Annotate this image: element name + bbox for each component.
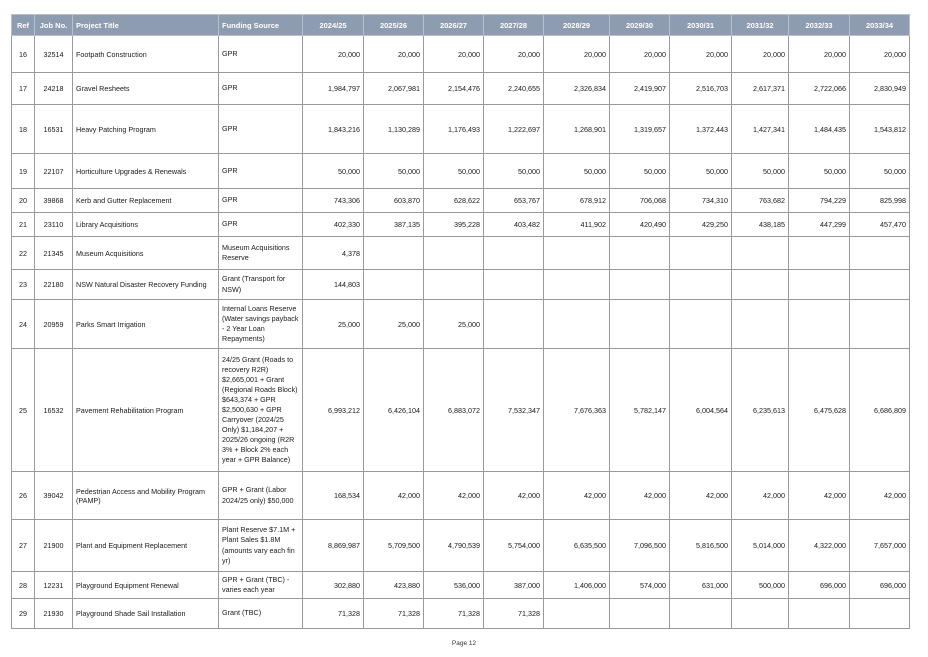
- ref-cell: 23: [12, 270, 35, 300]
- year-value-cell: 5,782,147: [610, 349, 670, 472]
- ref-cell: 16: [12, 36, 35, 73]
- year-value-cell: 20,000: [670, 36, 732, 73]
- year-value-cell: 6,235,613: [732, 349, 789, 472]
- table-row: [12, 154, 910, 189]
- project-title-cell: Heavy Patching Program: [73, 105, 219, 154]
- job-number-cell: 12231: [35, 572, 73, 599]
- year-value-cell: 50,000: [850, 154, 910, 189]
- year-value-cell: 50,000: [484, 154, 544, 189]
- year-value-cell: 743,306: [303, 189, 364, 213]
- job-number-cell: 39868: [35, 189, 73, 213]
- table-row: [12, 300, 910, 349]
- capital-works-table: [11, 14, 910, 629]
- year-value-cell: [610, 599, 670, 629]
- year-value-cell: [544, 599, 610, 629]
- year-value-cell: [732, 599, 789, 629]
- year-value-cell: 7,096,500: [610, 520, 670, 572]
- funding-source-cell: GPR: [219, 36, 303, 73]
- year-value-cell: 5,754,000: [484, 520, 544, 572]
- year-value-cell: 1,268,901: [544, 105, 610, 154]
- year-value-cell: 1,484,435: [789, 105, 850, 154]
- year-value-cell: 411,902: [544, 213, 610, 237]
- year-value-cell: 1,984,797: [303, 73, 364, 105]
- column-header: Project Title: [73, 15, 219, 36]
- year-value-cell: 5,014,000: [732, 520, 789, 572]
- year-value-cell: 696,000: [850, 572, 910, 599]
- year-value-cell: 6,004,564: [670, 349, 732, 472]
- job-number-cell: 21345: [35, 237, 73, 270]
- year-value-cell: 50,000: [303, 154, 364, 189]
- year-value-cell: [544, 300, 610, 349]
- year-value-cell: [484, 300, 544, 349]
- year-value-cell: 42,000: [544, 472, 610, 520]
- year-value-cell: 387,000: [484, 572, 544, 599]
- year-value-cell: 6,475,628: [789, 349, 850, 472]
- year-value-cell: 603,870: [364, 189, 424, 213]
- year-value-cell: 2,326,834: [544, 73, 610, 105]
- year-value-cell: [732, 300, 789, 349]
- ref-cell: 18: [12, 105, 35, 154]
- funding-source-cell: Grant (TBC): [219, 599, 303, 629]
- project-title-cell: Museum Acquisitions: [73, 237, 219, 270]
- ref-cell: 27: [12, 520, 35, 572]
- year-value-cell: 631,000: [670, 572, 732, 599]
- job-number-cell: 39042: [35, 472, 73, 520]
- year-value-cell: 42,000: [789, 472, 850, 520]
- job-number-cell: 23110: [35, 213, 73, 237]
- project-title-cell: Horticulture Upgrades & Renewals: [73, 154, 219, 189]
- year-value-cell: 2,830,949: [850, 73, 910, 105]
- funding-source-cell: Internal Loans Reserve (Water savings payback - 2 Year Loan Repayments): [219, 300, 303, 349]
- project-title-cell: Pavement Rehabilitation Program: [73, 349, 219, 472]
- project-title-cell: NSW Natural Disaster Recovery Funding: [73, 270, 219, 300]
- project-title-cell: Gravel Resheets: [73, 73, 219, 105]
- table-row: [12, 572, 910, 599]
- table-row: [12, 520, 910, 572]
- year-value-cell: 50,000: [789, 154, 850, 189]
- table-row: [12, 270, 910, 300]
- year-value-cell: 20,000: [424, 36, 484, 73]
- year-value-cell: [850, 300, 910, 349]
- funding-source-cell: Grant (Transport for NSW): [219, 270, 303, 300]
- year-value-cell: [424, 270, 484, 300]
- year-value-cell: 2,067,981: [364, 73, 424, 105]
- year-value-cell: 7,532,347: [484, 349, 544, 472]
- column-header: 2029/30: [610, 15, 670, 36]
- year-value-cell: 429,250: [670, 213, 732, 237]
- job-number-cell: 20959: [35, 300, 73, 349]
- year-value-cell: 825,998: [850, 189, 910, 213]
- year-value-cell: [544, 237, 610, 270]
- year-value-cell: [732, 237, 789, 270]
- funding-source-cell: GPR + Grant (Labor 2024/25 only) $50,000: [219, 472, 303, 520]
- year-value-cell: 42,000: [364, 472, 424, 520]
- table-row: [12, 189, 910, 213]
- project-title-cell: Parks Smart Irrigation: [73, 300, 219, 349]
- project-title-cell: Plant and Equipment Replacement: [73, 520, 219, 572]
- job-number-cell: 22180: [35, 270, 73, 300]
- year-value-cell: [424, 237, 484, 270]
- year-value-cell: 42,000: [610, 472, 670, 520]
- year-value-cell: 794,229: [789, 189, 850, 213]
- year-value-cell: 6,993,212: [303, 349, 364, 472]
- year-value-cell: 25,000: [424, 300, 484, 349]
- ref-cell: 29: [12, 599, 35, 629]
- ref-cell: 17: [12, 73, 35, 105]
- table-row: [12, 105, 910, 154]
- year-value-cell: 6,686,809: [850, 349, 910, 472]
- year-value-cell: 2,516,703: [670, 73, 732, 105]
- project-title-cell: Playground Equipment Renewal: [73, 572, 219, 599]
- table-header: [12, 15, 910, 36]
- table-row: [12, 213, 910, 237]
- year-value-cell: [850, 270, 910, 300]
- year-value-cell: 42,000: [850, 472, 910, 520]
- ref-cell: 19: [12, 154, 35, 189]
- year-value-cell: 20,000: [544, 36, 610, 73]
- year-value-cell: 763,682: [732, 189, 789, 213]
- year-value-cell: [789, 599, 850, 629]
- year-value-cell: 2,419,907: [610, 73, 670, 105]
- column-header: 2028/29: [544, 15, 610, 36]
- year-value-cell: 71,328: [484, 599, 544, 629]
- funding-source-cell: GPR: [219, 213, 303, 237]
- year-value-cell: 423,880: [364, 572, 424, 599]
- table-row: [12, 472, 910, 520]
- year-value-cell: 50,000: [364, 154, 424, 189]
- job-number-cell: 16531: [35, 105, 73, 154]
- year-value-cell: [484, 270, 544, 300]
- year-value-cell: 1,406,000: [544, 572, 610, 599]
- year-value-cell: 500,000: [732, 572, 789, 599]
- column-header: 2032/33: [789, 15, 850, 36]
- year-value-cell: 696,000: [789, 572, 850, 599]
- job-number-cell: 32514: [35, 36, 73, 73]
- table-row: [12, 36, 910, 73]
- year-value-cell: 395,228: [424, 213, 484, 237]
- column-header: 2031/32: [732, 15, 789, 36]
- year-value-cell: [789, 237, 850, 270]
- year-value-cell: [789, 300, 850, 349]
- year-value-cell: 1,176,493: [424, 105, 484, 154]
- column-header: Funding Source: [219, 15, 303, 36]
- year-value-cell: 25,000: [303, 300, 364, 349]
- year-value-cell: 6,635,500: [544, 520, 610, 572]
- year-value-cell: 20,000: [789, 36, 850, 73]
- year-value-cell: [484, 237, 544, 270]
- year-value-cell: 1,543,812: [850, 105, 910, 154]
- project-title-cell: Kerb and Gutter Replacement: [73, 189, 219, 213]
- year-value-cell: 25,000: [364, 300, 424, 349]
- column-header: 2027/28: [484, 15, 544, 36]
- year-value-cell: 734,310: [670, 189, 732, 213]
- year-value-cell: 438,185: [732, 213, 789, 237]
- year-value-cell: 71,328: [303, 599, 364, 629]
- year-value-cell: 1,130,289: [364, 105, 424, 154]
- year-value-cell: 403,482: [484, 213, 544, 237]
- year-value-cell: 2,240,655: [484, 73, 544, 105]
- year-value-cell: 402,330: [303, 213, 364, 237]
- year-value-cell: 50,000: [732, 154, 789, 189]
- year-value-cell: 4,322,000: [789, 520, 850, 572]
- year-value-cell: 2,722,066: [789, 73, 850, 105]
- year-value-cell: 168,534: [303, 472, 364, 520]
- year-value-cell: 653,767: [484, 189, 544, 213]
- year-value-cell: [789, 270, 850, 300]
- project-title-cell: Footpath Construction: [73, 36, 219, 73]
- year-value-cell: 1,372,443: [670, 105, 732, 154]
- job-number-cell: 21930: [35, 599, 73, 629]
- ref-cell: 21: [12, 213, 35, 237]
- year-value-cell: 20,000: [364, 36, 424, 73]
- year-value-cell: 706,068: [610, 189, 670, 213]
- year-value-cell: [850, 237, 910, 270]
- funding-source-cell: GPR: [219, 189, 303, 213]
- ref-cell: 25: [12, 349, 35, 472]
- project-title-cell: Playground Shade Sail Installation: [73, 599, 219, 629]
- column-header: Job No.: [35, 15, 73, 36]
- year-value-cell: 5,816,500: [670, 520, 732, 572]
- job-number-cell: 21900: [35, 520, 73, 572]
- year-value-cell: 628,622: [424, 189, 484, 213]
- year-value-cell: 1,843,216: [303, 105, 364, 154]
- year-value-cell: [610, 300, 670, 349]
- column-header: 2024/25: [303, 15, 364, 36]
- year-value-cell: 71,328: [364, 599, 424, 629]
- year-value-cell: 7,657,000: [850, 520, 910, 572]
- funding-source-cell: 24/25 Grant (Roads to recovery R2R) $2,665,001 + Grant (Regional Roads Block) $643,374 + GPR $2,500,630 + GPR Carryover (2024/25 Only) $1,184,207 + 2025/26 ongoing (R2R 3% + Block 2% each year + GPR Balance): [219, 349, 303, 472]
- job-number-cell: 24218: [35, 73, 73, 105]
- year-value-cell: 4,790,539: [424, 520, 484, 572]
- year-value-cell: 8,869,987: [303, 520, 364, 572]
- year-value-cell: 50,000: [544, 154, 610, 189]
- table-row: [12, 349, 910, 472]
- year-value-cell: 302,880: [303, 572, 364, 599]
- year-value-cell: 71,328: [424, 599, 484, 629]
- year-value-cell: 536,000: [424, 572, 484, 599]
- project-title-cell: Library Acquisitions: [73, 213, 219, 237]
- year-value-cell: 420,490: [610, 213, 670, 237]
- ref-cell: 22: [12, 237, 35, 270]
- column-header: 2030/31: [670, 15, 732, 36]
- year-value-cell: 7,676,363: [544, 349, 610, 472]
- year-value-cell: 42,000: [732, 472, 789, 520]
- header-row: [12, 15, 910, 36]
- year-value-cell: 20,000: [484, 36, 544, 73]
- year-value-cell: 42,000: [484, 472, 544, 520]
- funding-source-cell: GPR: [219, 154, 303, 189]
- column-header: 2033/34: [850, 15, 910, 36]
- year-value-cell: [610, 237, 670, 270]
- year-value-cell: 42,000: [424, 472, 484, 520]
- year-value-cell: [670, 237, 732, 270]
- year-value-cell: 1,427,341: [732, 105, 789, 154]
- column-header: Ref: [12, 15, 35, 36]
- funding-source-cell: Museum Acquisitions Reserve: [219, 237, 303, 270]
- year-value-cell: 457,470: [850, 213, 910, 237]
- funding-source-cell: GPR + Grant (TBC) - varies each year: [219, 572, 303, 599]
- year-value-cell: 574,000: [610, 572, 670, 599]
- job-number-cell: 22107: [35, 154, 73, 189]
- year-value-cell: 6,883,072: [424, 349, 484, 472]
- project-title-cell: Pedestrian Access and Mobility Program (PAMP): [73, 472, 219, 520]
- column-header: 2025/26: [364, 15, 424, 36]
- year-value-cell: 5,709,500: [364, 520, 424, 572]
- year-value-cell: 1,319,657: [610, 105, 670, 154]
- year-value-cell: [850, 599, 910, 629]
- year-value-cell: [732, 270, 789, 300]
- year-value-cell: [364, 237, 424, 270]
- ref-cell: 20: [12, 189, 35, 213]
- table-row: [12, 599, 910, 629]
- year-value-cell: 387,135: [364, 213, 424, 237]
- year-value-cell: 6,426,104: [364, 349, 424, 472]
- year-value-cell: 42,000: [670, 472, 732, 520]
- ref-cell: 28: [12, 572, 35, 599]
- year-value-cell: 678,912: [544, 189, 610, 213]
- year-value-cell: 50,000: [424, 154, 484, 189]
- year-value-cell: 20,000: [303, 36, 364, 73]
- year-value-cell: 20,000: [610, 36, 670, 73]
- year-value-cell: 50,000: [610, 154, 670, 189]
- year-value-cell: 447,299: [789, 213, 850, 237]
- year-value-cell: 4,378: [303, 237, 364, 270]
- table-row: [12, 237, 910, 270]
- funding-source-cell: GPR: [219, 105, 303, 154]
- funding-source-cell: Plant Reserve $7.1M + Plant Sales $1.8M (amounts vary each fin yr): [219, 520, 303, 572]
- table-body: [12, 36, 910, 629]
- year-value-cell: [670, 300, 732, 349]
- job-number-cell: 16532: [35, 349, 73, 472]
- year-value-cell: 1,222,697: [484, 105, 544, 154]
- funding-source-cell: GPR: [219, 73, 303, 105]
- year-value-cell: 2,154,476: [424, 73, 484, 105]
- year-value-cell: 2,617,371: [732, 73, 789, 105]
- year-value-cell: [364, 270, 424, 300]
- year-value-cell: 144,803: [303, 270, 364, 300]
- year-value-cell: [670, 599, 732, 629]
- year-value-cell: 20,000: [732, 36, 789, 73]
- year-value-cell: [544, 270, 610, 300]
- year-value-cell: [670, 270, 732, 300]
- table-row: [12, 73, 910, 105]
- column-header: 2026/27: [424, 15, 484, 36]
- year-value-cell: [610, 270, 670, 300]
- ref-cell: 26: [12, 472, 35, 520]
- page-number: Page 12: [451, 640, 477, 647]
- year-value-cell: 20,000: [850, 36, 910, 73]
- ref-cell: 24: [12, 300, 35, 349]
- year-value-cell: 50,000: [670, 154, 732, 189]
